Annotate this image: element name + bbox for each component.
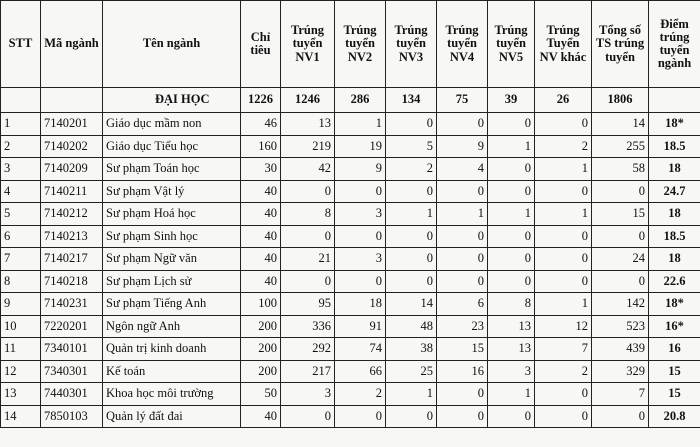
cell-name: Kế toán	[103, 360, 241, 383]
cell-code: 7140217	[41, 248, 103, 271]
cell-nv5: 1	[488, 135, 535, 158]
cell-total: 255	[592, 135, 649, 158]
cell-nv4: 1	[437, 203, 488, 226]
cell-score: 15	[649, 383, 700, 406]
table-row	[1, 360, 700, 383]
cell-nv1: 336	[281, 315, 335, 338]
cell-nv5: 3	[488, 360, 535, 383]
summary-row	[1, 88, 700, 113]
cell-nv-other: 0	[535, 248, 592, 271]
cell-nv3: 2	[386, 158, 437, 181]
cell-quota: 40	[241, 203, 281, 226]
cell-total: 15	[592, 203, 649, 226]
cell-nv4: 0	[437, 248, 488, 271]
cell-nv1: 0	[281, 405, 335, 428]
cell-nv3: 1	[386, 383, 437, 406]
table-row	[1, 135, 700, 158]
summary-score	[649, 88, 700, 113]
summary-nv4: 75	[437, 88, 488, 113]
cell-nv2: 19	[335, 135, 386, 158]
header-nv2: Trúng tuyển NV2	[335, 1, 386, 88]
cell-stt: 13	[1, 383, 41, 406]
table-row	[1, 203, 700, 226]
cell-score: 18*	[649, 293, 700, 316]
cell-name: Khoa học môi trường	[103, 383, 241, 406]
cell-total: 0	[592, 225, 649, 248]
cell-nv4: 16	[437, 360, 488, 383]
cell-quota: 40	[241, 180, 281, 203]
cell-nv3: 0	[386, 405, 437, 428]
table-row	[1, 225, 700, 248]
cell-nv4: 0	[437, 383, 488, 406]
summary-nv3: 134	[386, 88, 437, 113]
cell-nv2: 9	[335, 158, 386, 181]
cell-nv5: 0	[488, 405, 535, 428]
cell-code: 7850103	[41, 405, 103, 428]
summary-label: ĐẠI HỌC	[103, 88, 241, 113]
cell-nv1: 0	[281, 180, 335, 203]
cell-nv3: 0	[386, 225, 437, 248]
cell-code: 7220201	[41, 315, 103, 338]
cell-nv2: 74	[335, 338, 386, 361]
cell-total: 58	[592, 158, 649, 181]
cell-name: Sư phạm Ngữ văn	[103, 248, 241, 271]
cell-quota: 30	[241, 158, 281, 181]
cell-stt: 1	[1, 113, 41, 136]
cell-nv5: 1	[488, 203, 535, 226]
cell-nv-other: 1	[535, 158, 592, 181]
cell-stt: 11	[1, 338, 41, 361]
cell-nv3: 0	[386, 180, 437, 203]
cell-nv5: 13	[488, 338, 535, 361]
cell-total: 7	[592, 383, 649, 406]
cell-nv-other: 0	[535, 180, 592, 203]
cell-nv-other: 2	[535, 360, 592, 383]
cell-nv4: 0	[437, 180, 488, 203]
cell-nv4: 6	[437, 293, 488, 316]
cell-name: Sư phạm Vật lý	[103, 180, 241, 203]
cell-quota: 40	[241, 270, 281, 293]
cell-code: 7340301	[41, 360, 103, 383]
cell-nv3: 0	[386, 270, 437, 293]
table-row	[1, 113, 700, 136]
cell-name: Sư phạm Sinh học	[103, 225, 241, 248]
cell-nv3: 0	[386, 113, 437, 136]
cell-nv1: 292	[281, 338, 335, 361]
cell-stt: 6	[1, 225, 41, 248]
cell-nv5: 0	[488, 113, 535, 136]
cell-total: 14	[592, 113, 649, 136]
cell-score: 22.6	[649, 270, 700, 293]
cell-total: 0	[592, 405, 649, 428]
summary-stt	[1, 88, 41, 113]
cell-code: 7340101	[41, 338, 103, 361]
cell-nv2: 18	[335, 293, 386, 316]
cell-name: Sư phạm Lịch sử	[103, 270, 241, 293]
cell-total: 0	[592, 270, 649, 293]
summary-nv5: 39	[488, 88, 535, 113]
cell-nv2: 1	[335, 113, 386, 136]
cell-name: Giáo dục Tiểu học	[103, 135, 241, 158]
header-nv5: Trúng tuyển NV5	[488, 1, 535, 88]
cell-nv-other: 0	[535, 405, 592, 428]
cell-nv4: 0	[437, 113, 488, 136]
cell-nv3: 5	[386, 135, 437, 158]
header-nv3: Trúng tuyển NV3	[386, 1, 437, 88]
cell-nv2: 0	[335, 405, 386, 428]
cell-nv1: 13	[281, 113, 335, 136]
cell-nv5: 0	[488, 158, 535, 181]
cell-nv2: 66	[335, 360, 386, 383]
cell-code: 7440301	[41, 383, 103, 406]
cell-stt: 5	[1, 203, 41, 226]
summary-nv1: 1246	[281, 88, 335, 113]
cell-nv-other: 0	[535, 270, 592, 293]
cell-quota: 40	[241, 225, 281, 248]
cell-total: 0	[592, 180, 649, 203]
cell-nv1: 217	[281, 360, 335, 383]
cell-total: 142	[592, 293, 649, 316]
cell-score: 18	[649, 203, 700, 226]
cell-score: 18	[649, 248, 700, 271]
cell-quota: 200	[241, 360, 281, 383]
cell-score: 18*	[649, 113, 700, 136]
header-quota: Chỉ tiêu	[241, 1, 281, 88]
cell-score: 18	[649, 158, 700, 181]
header-nv-other: Trúng Tuyển NV khác	[535, 1, 592, 88]
cell-nv-other: 1	[535, 203, 592, 226]
summary-nv-other: 26	[535, 88, 592, 113]
cell-total: 523	[592, 315, 649, 338]
cell-nv5: 0	[488, 225, 535, 248]
cell-nv5: 0	[488, 270, 535, 293]
cell-nv4: 0	[437, 225, 488, 248]
table-row	[1, 248, 700, 271]
cell-nv3: 0	[386, 248, 437, 271]
cell-score: 18.5	[649, 225, 700, 248]
cell-quota: 200	[241, 338, 281, 361]
cell-quota: 160	[241, 135, 281, 158]
cell-nv2: 91	[335, 315, 386, 338]
header-nv4: Trúng tuyển NV4	[437, 1, 488, 88]
cell-name: Quản trị kinh doanh	[103, 338, 241, 361]
cell-total: 439	[592, 338, 649, 361]
cell-stt: 7	[1, 248, 41, 271]
cell-stt: 3	[1, 158, 41, 181]
cell-name: Ngôn ngữ Anh	[103, 315, 241, 338]
cell-code: 7140218	[41, 270, 103, 293]
header-stt: STT	[1, 1, 41, 88]
cell-code: 7140231	[41, 293, 103, 316]
cell-code: 7140201	[41, 113, 103, 136]
cell-nv4: 9	[437, 135, 488, 158]
cell-nv2: 3	[335, 203, 386, 226]
cell-code: 7140202	[41, 135, 103, 158]
cell-nv4: 23	[437, 315, 488, 338]
cell-nv3: 14	[386, 293, 437, 316]
summary-code	[41, 88, 103, 113]
cell-name: Sư phạm Toán học	[103, 158, 241, 181]
cell-code: 7140211	[41, 180, 103, 203]
cell-name: Quản lý đất đai	[103, 405, 241, 428]
cell-nv4: 4	[437, 158, 488, 181]
table-row	[1, 270, 700, 293]
cell-quota: 100	[241, 293, 281, 316]
cell-nv2: 3	[335, 248, 386, 271]
summary-quota: 1226	[241, 88, 281, 113]
cell-nv-other: 7	[535, 338, 592, 361]
cell-nv3: 25	[386, 360, 437, 383]
cell-nv2: 0	[335, 270, 386, 293]
table-row	[1, 293, 700, 316]
cell-nv1: 42	[281, 158, 335, 181]
cell-nv3: 48	[386, 315, 437, 338]
cell-nv1: 219	[281, 135, 335, 158]
cell-name: Sư phạm Tiếng Anh	[103, 293, 241, 316]
cell-total: 329	[592, 360, 649, 383]
cell-nv-other: 0	[535, 113, 592, 136]
header-total: Tổng số TS trúng tuyển	[592, 1, 649, 88]
cell-score: 24.7	[649, 180, 700, 203]
cell-stt: 2	[1, 135, 41, 158]
cell-nv5: 0	[488, 248, 535, 271]
table-header-row	[1, 1, 700, 88]
cell-quota: 40	[241, 248, 281, 271]
cell-nv5: 1	[488, 383, 535, 406]
cell-nv4: 0	[437, 270, 488, 293]
cell-nv1: 0	[281, 270, 335, 293]
cell-nv5: 13	[488, 315, 535, 338]
cell-stt: 9	[1, 293, 41, 316]
cell-nv4: 15	[437, 338, 488, 361]
cell-quota: 50	[241, 383, 281, 406]
cell-nv-other: 0	[535, 383, 592, 406]
cell-nv1: 3	[281, 383, 335, 406]
cell-nv1: 0	[281, 225, 335, 248]
cell-nv-other: 1	[535, 293, 592, 316]
cell-score: 15	[649, 360, 700, 383]
cell-nv-other: 12	[535, 315, 592, 338]
cell-stt: 8	[1, 270, 41, 293]
cell-nv5: 0	[488, 180, 535, 203]
table-row	[1, 338, 700, 361]
cell-nv2: 0	[335, 225, 386, 248]
table-row	[1, 383, 700, 406]
cell-nv3: 38	[386, 338, 437, 361]
cell-nv2: 2	[335, 383, 386, 406]
cell-nv1: 8	[281, 203, 335, 226]
cell-nv4: 0	[437, 405, 488, 428]
cell-quota: 40	[241, 405, 281, 428]
cell-total: 24	[592, 248, 649, 271]
cell-quota: 46	[241, 113, 281, 136]
cell-score: 20.8	[649, 405, 700, 428]
summary-total: 1806	[592, 88, 649, 113]
header-nv1: Trúng tuyển NV1	[281, 1, 335, 88]
cell-stt: 12	[1, 360, 41, 383]
cell-nv-other: 2	[535, 135, 592, 158]
cell-quota: 200	[241, 315, 281, 338]
cell-nv-other: 0	[535, 225, 592, 248]
cell-nv1: 95	[281, 293, 335, 316]
cell-code: 7140212	[41, 203, 103, 226]
cell-score: 16*	[649, 315, 700, 338]
header-code: Mã ngành	[41, 1, 103, 88]
cell-nv2: 0	[335, 180, 386, 203]
table-row	[1, 180, 700, 203]
cell-nv5: 8	[488, 293, 535, 316]
cell-stt: 10	[1, 315, 41, 338]
cell-code: 7140209	[41, 158, 103, 181]
cell-nv1: 21	[281, 248, 335, 271]
table-row	[1, 158, 700, 181]
table-row	[1, 405, 700, 428]
cell-score: 16	[649, 338, 700, 361]
cell-stt: 14	[1, 405, 41, 428]
cell-name: Sư phạm Hoá học	[103, 203, 241, 226]
summary-nv2: 286	[335, 88, 386, 113]
cell-stt: 4	[1, 180, 41, 203]
cell-code: 7140213	[41, 225, 103, 248]
header-score: Điểm trúng tuyển ngành	[649, 1, 700, 88]
header-name: Tên ngành	[103, 1, 241, 88]
cell-nv3: 1	[386, 203, 437, 226]
cell-name: Giáo dục mầm non	[103, 113, 241, 136]
cell-score: 18.5	[649, 135, 700, 158]
table-row	[1, 315, 700, 338]
